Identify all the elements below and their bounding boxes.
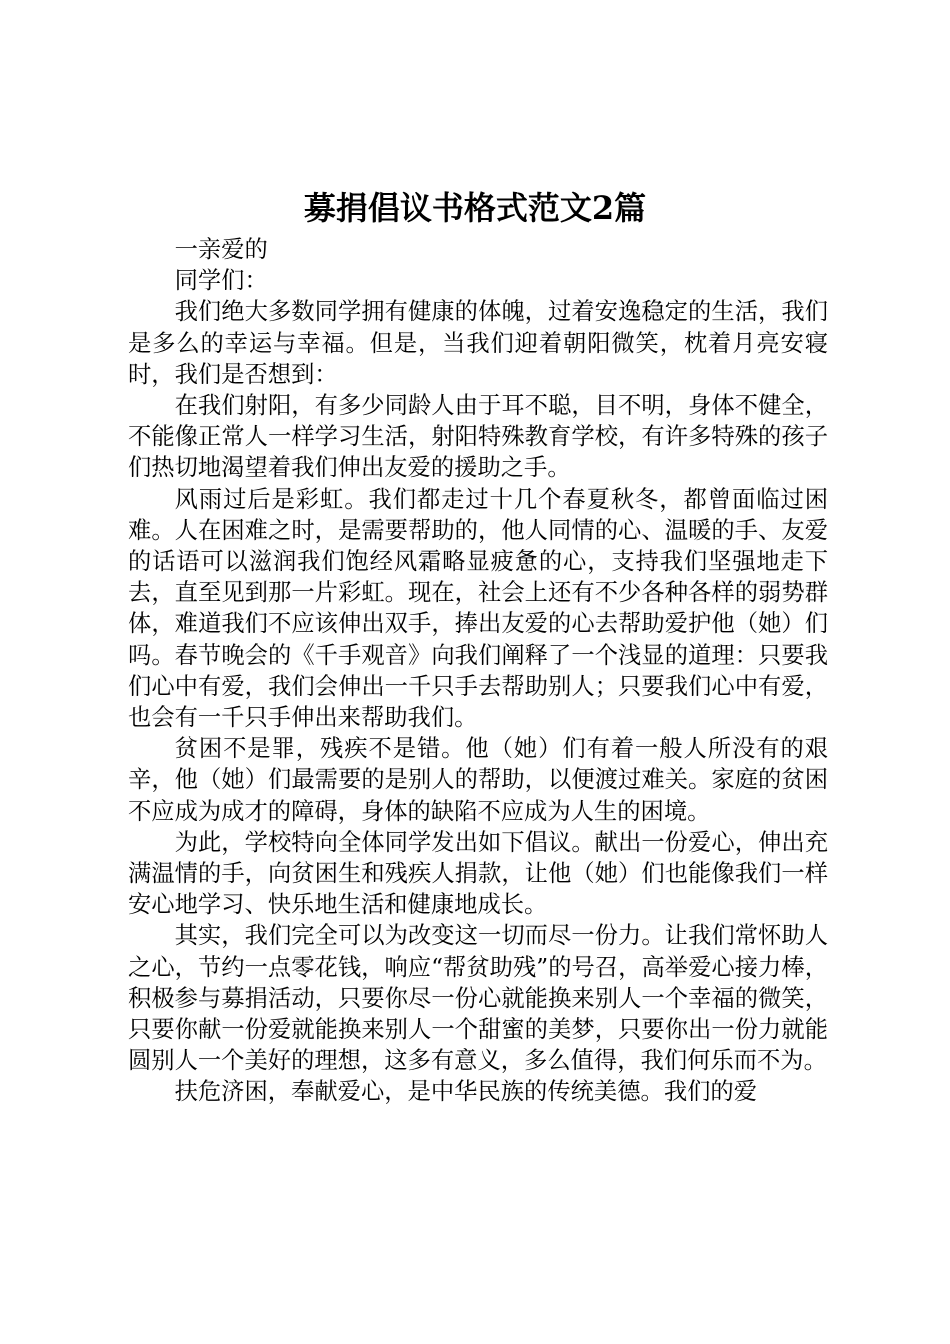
salutation-line-2: 同学们： (174, 267, 268, 295)
paragraph: 其实，我们完全可以为改变这一切而尽一份力。让我们常怀助人之心，节约一点零花钱，响应“帮贫助残”的号召，高举爱心接力棒，积极参与募捐活动，只要你尽一份心就能换来别人一个幸福的微笑，只要你献一份爱就能换来别人一个甜蜜的美梦，只要你出一份力就能圆别人一个美好的理想，这多有意义，多么值得，我们何乐而不为。 (128, 922, 828, 1075)
document-title: 募捐倡议书格式范文2篇 (303, 189, 647, 227)
salutation-line-1: 一亲爱的 (174, 236, 268, 263)
paragraph: 扶危济困，奉献爱心，是中华民族的传统美德。我们的爱 (174, 1078, 758, 1106)
paragraph: 我们绝大多数同学拥有健康的体魄，过着安逸稳定的生活，我们是多么的幸运与幸福。但是，当我们迎着朝阳微笑，枕着月亮安寝时，我们是否想到： (128, 298, 828, 388)
paragraph: 风雨过后是彩虹。我们都走过十几个春夏秋冬，都曾面临过困难。人在困难之时，是需要帮助的，他人同情的心、温暖的手、友爱的话语可以滋润我们饱经风霜略显疲惫的心，支持我们坚强地走下去，直至见到那一片彩虹。现在，社会上还有不少各种各样的弱势群体，难道我们不应该伸出双手，捧出友爱的心去帮助爱护他（她）们吗。春节晚会的《千手观音》向我们阐释了一个浅显的道理：只要我们心中有爱，我们会伸出一千只手去帮助别人；只要我们心中有爱，也会有一千只手伸出来帮助我们。 (128, 485, 828, 732)
paragraph: 在我们射阳，有多少同龄人由于耳不聪，目不明，身体不健全，不能像正常人一样学习生活，射阳特殊教育学校，有许多特殊的孩子们热切地渴望着我们伸出友爱的援助之手。 (128, 392, 828, 482)
document-body (128, 234, 828, 1108)
paragraph: 贫困不是罪，残疾不是错。他（她）们有着一般人所没有的艰辛，他（她）们最需要的是别人的帮助，以便渡过难关。家庭的贫困不应成为成才的障碍，身体的缺陷不应成为人生的困境。 (128, 735, 828, 825)
paragraph: 为此，学校特向全体同学发出如下倡议。献出一份爱心，伸出充满温情的手，向贫困生和残疾人捐款，让他（她）们也能像我们一样安心地学习、快乐地生活和健康地成长。 (128, 828, 828, 919)
